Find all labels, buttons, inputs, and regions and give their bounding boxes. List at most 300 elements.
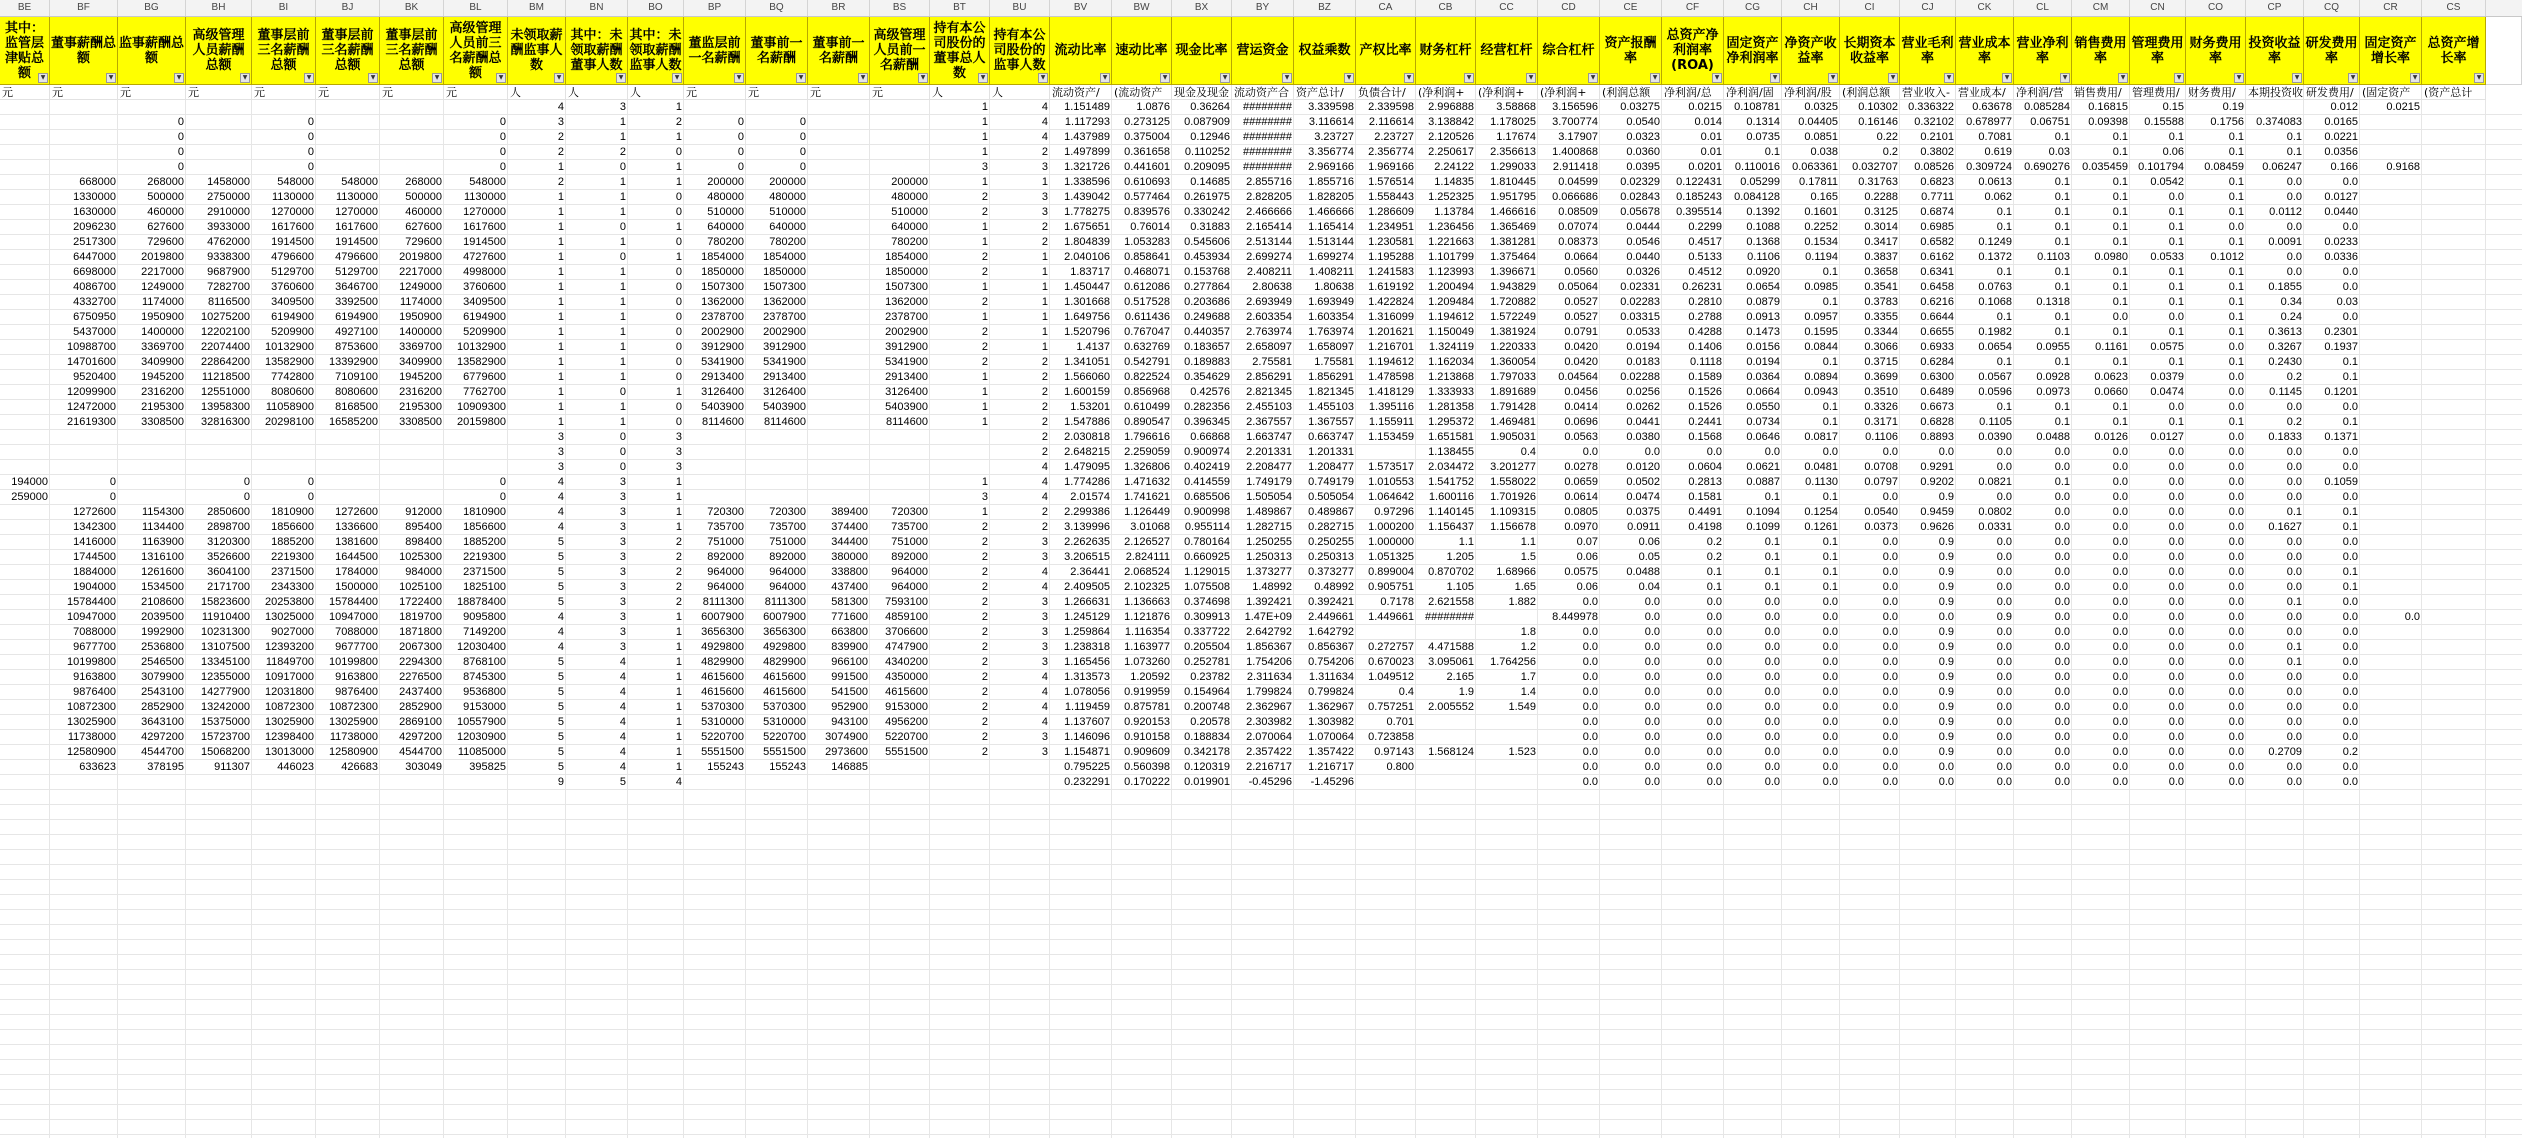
grid-cell[interactable]: 2.102325	[1124, 581, 1170, 593]
grid-cell[interactable]: 2.828205	[1246, 191, 1292, 203]
grid-cell[interactable]: 0.0	[2054, 491, 2070, 503]
grid-cell[interactable]: 0	[243, 476, 250, 488]
grid-cell[interactable]: 0.0	[1882, 731, 1898, 743]
grid-cell[interactable]: 0.0	[2168, 656, 2184, 668]
grid-cell[interactable]: 780200	[707, 236, 744, 248]
grid-cell[interactable]: 0.0	[1764, 671, 1780, 683]
grid-cell[interactable]: 0	[177, 131, 184, 143]
grid-cell[interactable]: 0.0440	[1626, 251, 1660, 263]
grid-cell[interactable]: 1	[1041, 176, 1048, 188]
grid-cell[interactable]: 0.0	[2342, 221, 2358, 233]
grid-cell[interactable]: 0.0	[2286, 566, 2302, 578]
grid-cell[interactable]: 0.0	[1764, 761, 1780, 773]
grid-cell[interactable]: 2.120526	[1428, 131, 1474, 143]
grid-cell[interactable]: 0.0	[1706, 596, 1722, 608]
grid-cell[interactable]: 0.1372	[1978, 251, 2012, 263]
grid-cell[interactable]: 1	[675, 746, 682, 758]
grid-cell[interactable]: 4	[619, 746, 626, 758]
column-letter-bi[interactable]: BI	[252, 0, 316, 16]
grid-cell[interactable]: 0.0	[1706, 641, 1722, 653]
grid-cell[interactable]: 5310000	[763, 716, 806, 728]
grid-cell[interactable]: 0.0	[2054, 716, 2070, 728]
grid-cell[interactable]: 1.0876	[1136, 101, 1170, 113]
grid-cell[interactable]: 0.0	[1582, 671, 1598, 683]
grid-cell[interactable]: 15823600	[201, 596, 250, 608]
grid-cell[interactable]: 0.0	[2112, 461, 2128, 473]
grid-cell[interactable]: 892000	[769, 551, 806, 563]
grid-cell[interactable]: 2	[981, 251, 988, 263]
grid-cell[interactable]: 0.0	[1822, 656, 1838, 668]
grid-cell[interactable]: 0.6828	[1920, 416, 1954, 428]
grid-cell[interactable]: 0.690276	[2024, 161, 2070, 173]
grid-cell[interactable]: 0.517528	[1124, 296, 1170, 308]
grid-cell[interactable]: 2	[981, 206, 988, 218]
grid-cell[interactable]: 0.0	[2112, 641, 2128, 653]
grid-cell[interactable]: 751000	[707, 536, 744, 548]
grid-cell[interactable]: 4727600	[463, 251, 506, 263]
grid-cell[interactable]: 0.0	[1644, 716, 1660, 728]
grid-cell[interactable]: 0.03	[2048, 146, 2070, 158]
grid-cell[interactable]: 3	[619, 521, 626, 533]
grid-cell[interactable]: 1.9	[1458, 686, 1474, 698]
grid-cell[interactable]: 2.030818	[1064, 431, 1110, 443]
grid-cell[interactable]: 964000	[891, 566, 928, 578]
column-header-bf[interactable]	[50, 17, 118, 85]
grid-cell[interactable]: 0.396345	[1184, 416, 1230, 428]
unit-cell[interactable]: 研发费用/	[2304, 85, 2360, 100]
grid-cell[interactable]: 8168500	[335, 401, 378, 413]
grid-cell[interactable]: 0.1088	[1746, 221, 1780, 233]
grid-cell[interactable]: 0.0481	[1804, 461, 1838, 473]
filter-dropdown-icon[interactable]: ▼	[672, 73, 682, 83]
grid-cell[interactable]: 2.126527	[1124, 536, 1170, 548]
grid-cell[interactable]: 0.36264	[1190, 101, 1230, 113]
grid-cell[interactable]: 15784400	[329, 596, 378, 608]
grid-cell[interactable]: 2.005552	[1428, 701, 1474, 713]
grid-cell[interactable]: 10947000	[329, 611, 378, 623]
grid-cell[interactable]: 1.855716	[1308, 176, 1354, 188]
grid-cell[interactable]: 5209900	[271, 326, 314, 338]
grid-cell[interactable]: 0.31883	[1190, 221, 1230, 233]
grid-cell[interactable]: 0.0414	[1564, 401, 1598, 413]
grid-cell[interactable]: 1.201331	[1308, 446, 1354, 458]
grid-cell[interactable]: 5209900	[463, 326, 506, 338]
unit-cell[interactable]: 元	[808, 85, 870, 100]
grid-cell[interactable]: 0.1	[2054, 311, 2070, 323]
grid-cell[interactable]: 0.3171	[1864, 416, 1898, 428]
grid-cell[interactable]: 0.1	[2112, 326, 2128, 338]
grid-cell[interactable]: 0.0	[2168, 491, 2184, 503]
grid-cell[interactable]: 0.374698	[1184, 596, 1230, 608]
grid-cell[interactable]: 3126400	[701, 386, 744, 398]
grid-cell[interactable]: 0.2299	[1688, 221, 1722, 233]
grid-cell[interactable]: 0.1	[2054, 266, 2070, 278]
grid-cell[interactable]: 3604100	[207, 566, 250, 578]
grid-cell[interactable]: 4929800	[763, 641, 806, 653]
grid-cell[interactable]: 1342300	[73, 521, 116, 533]
grid-cell[interactable]: 1272600	[335, 506, 378, 518]
grid-cell[interactable]: 0.0527	[1564, 296, 1598, 308]
grid-cell[interactable]: 0.3613	[2268, 326, 2302, 338]
grid-cell[interactable]: 0.0	[1882, 701, 1898, 713]
grid-cell[interactable]: 640000	[707, 221, 744, 233]
grid-cell[interactable]: 720300	[707, 506, 744, 518]
grid-cell[interactable]: 3	[619, 626, 626, 638]
unit-cell[interactable]: 元	[316, 85, 380, 100]
grid-cell[interactable]: 1.505054	[1246, 491, 1292, 503]
grid-cell[interactable]: 0.0	[2168, 506, 2184, 518]
grid-cell[interactable]: 0.9626	[1920, 521, 1954, 533]
grid-cell[interactable]: 268000	[405, 176, 442, 188]
grid-cell[interactable]: 0.0	[2228, 731, 2244, 743]
grid-cell[interactable]: 0.1	[2054, 356, 2070, 368]
grid-cell[interactable]: 2371500	[463, 566, 506, 578]
column-header-bp[interactable]	[684, 17, 746, 85]
grid-cell[interactable]: 1.259864	[1064, 626, 1110, 638]
unit-cell[interactable]: 元	[444, 85, 508, 100]
grid-cell[interactable]: 0	[177, 146, 184, 158]
grid-cell[interactable]: 3.58868	[1496, 101, 1536, 113]
grid-cell[interactable]: 0.3510	[1864, 386, 1898, 398]
grid-cell[interactable]: 0.2	[1706, 551, 1722, 563]
grid-cell[interactable]: 0.0	[1764, 746, 1780, 758]
grid-cell[interactable]: 0.15588	[2144, 116, 2184, 128]
grid-cell[interactable]: 1.250255	[1246, 536, 1292, 548]
grid-cell[interactable]: 3392500	[335, 296, 378, 308]
grid-cell[interactable]: 0	[177, 116, 184, 128]
grid-cell[interactable]: 0.0575	[1564, 566, 1598, 578]
grid-cell[interactable]: 0.0	[1582, 701, 1598, 713]
grid-cell[interactable]: 0	[675, 281, 682, 293]
grid-cell[interactable]: 0.1	[2228, 311, 2244, 323]
grid-cell[interactable]: 4615600	[763, 686, 806, 698]
grid-cell[interactable]: 0.2813	[1688, 476, 1722, 488]
grid-cell[interactable]: 9876400	[335, 686, 378, 698]
grid-cell[interactable]: 0.0	[2228, 491, 2244, 503]
filter-dropdown-icon[interactable]: ▼	[1944, 73, 1954, 83]
grid-cell[interactable]: 9163800	[335, 671, 378, 683]
grid-cell[interactable]: 1.619192	[1368, 281, 1414, 293]
grid-cell[interactable]: 0.0791	[1564, 326, 1598, 338]
filter-dropdown-icon[interactable]: ▼	[918, 73, 928, 83]
grid-cell[interactable]: 0.0844	[1804, 341, 1838, 353]
grid-cell[interactable]: 0.0395	[1626, 161, 1660, 173]
column-letter-cs[interactable]: CS	[2422, 0, 2486, 16]
grid-cell[interactable]: 0.0	[2112, 686, 2128, 698]
grid-cell[interactable]: 510000	[891, 206, 928, 218]
grid-cell[interactable]: 7762700	[463, 386, 506, 398]
grid-cell[interactable]: 0.0	[2228, 596, 2244, 608]
grid-cell[interactable]: 1856600	[463, 521, 506, 533]
unit-cell[interactable]: 净利润/股	[1782, 85, 1840, 100]
grid-cell[interactable]: 0.1	[1996, 266, 2012, 278]
grid-cell[interactable]: 4	[557, 491, 564, 503]
grid-cell[interactable]: 0.185243	[1676, 191, 1722, 203]
grid-cell[interactable]: 0.1368	[1746, 236, 1780, 248]
grid-cell[interactable]: 0.0	[1882, 761, 1898, 773]
grid-cell[interactable]: 1.572249	[1490, 311, 1536, 323]
grid-cell[interactable]: 2	[1041, 401, 1048, 413]
grid-cell[interactable]: 1	[619, 266, 626, 278]
grid-cell[interactable]: 1	[981, 281, 988, 293]
grid-cell[interactable]: 6194900	[271, 311, 314, 323]
grid-cell[interactable]: 4	[1041, 461, 1048, 473]
grid-cell[interactable]: 0.0	[2168, 716, 2184, 728]
grid-cell[interactable]: 2	[981, 356, 988, 368]
grid-cell[interactable]: 480000	[891, 191, 928, 203]
grid-cell[interactable]: 5403900	[885, 401, 928, 413]
grid-cell[interactable]: 911307	[214, 761, 250, 773]
grid-cell[interactable]: 0.1	[2228, 266, 2244, 278]
grid-cell[interactable]: 1.804839	[1064, 236, 1110, 248]
grid-cell[interactable]: 378195	[147, 761, 184, 773]
grid-cell[interactable]: 5220700	[885, 731, 928, 743]
grid-cell[interactable]: 0.1	[2228, 356, 2244, 368]
grid-cell[interactable]: 0.0	[1996, 686, 2012, 698]
column-header-bh[interactable]	[186, 17, 252, 85]
filter-dropdown-icon[interactable]: ▼	[1650, 73, 1660, 83]
grid-cell[interactable]: 1819700	[399, 611, 442, 623]
grid-cell[interactable]: 0.1068	[1978, 296, 2012, 308]
grid-cell[interactable]: 0.1161	[2095, 341, 2128, 353]
grid-cell[interactable]: 0.66868	[1190, 431, 1230, 443]
grid-cell[interactable]: 0.0	[2342, 311, 2358, 323]
grid-cell[interactable]: 0	[499, 131, 506, 143]
grid-cell[interactable]: 0.0356	[2324, 146, 2358, 158]
grid-cell[interactable]: 1	[557, 296, 564, 308]
grid-cell[interactable]: 0.0	[1938, 761, 1954, 773]
grid-cell[interactable]: 0.0	[2054, 461, 2070, 473]
grid-cell[interactable]: 0.1	[2228, 131, 2244, 143]
grid-cell[interactable]: 1.774286	[1064, 476, 1110, 488]
grid-cell[interactable]: 0.0326	[1626, 266, 1660, 278]
grid-cell[interactable]: 2.303982	[1246, 716, 1292, 728]
grid-cell[interactable]: 0.1314	[1746, 116, 1780, 128]
grid-cell[interactable]: 4544700	[399, 746, 442, 758]
grid-cell[interactable]: 1	[981, 131, 988, 143]
grid-cell[interactable]: 12030400	[457, 641, 506, 653]
grid-cell[interactable]: 0.0985	[1804, 281, 1838, 293]
grid-cell[interactable]: 7088000	[73, 626, 116, 638]
grid-cell[interactable]: 1.763974	[1308, 326, 1354, 338]
grid-cell[interactable]: 1	[981, 416, 988, 428]
grid-cell[interactable]: 0.1	[1822, 491, 1838, 503]
grid-cell[interactable]: 0.6673	[1920, 401, 1954, 413]
grid-cell[interactable]: 0.0	[2228, 581, 2244, 593]
grid-cell[interactable]: 0.0	[2286, 446, 2302, 458]
grid-cell[interactable]: 0.0567	[1978, 371, 2012, 383]
grid-cell[interactable]: 0	[499, 161, 506, 173]
grid-cell[interactable]: 0.250313	[1308, 551, 1354, 563]
grid-cell[interactable]: 0.1145	[2269, 386, 2302, 398]
grid-cell[interactable]: 0.0440	[2324, 206, 2358, 218]
grid-cell[interactable]: 0.0331	[1978, 521, 2012, 533]
grid-cell[interactable]: 0.1	[2054, 401, 2070, 413]
grid-cell[interactable]: 1.129015	[1184, 566, 1230, 578]
column-header-ce[interactable]	[1600, 17, 1662, 85]
grid-cell[interactable]: 1.137607	[1064, 716, 1110, 728]
grid-cell[interactable]: 380000	[831, 551, 868, 563]
grid-cell[interactable]: 0.395514	[1676, 206, 1722, 218]
grid-cell[interactable]: 0.0	[2228, 686, 2244, 698]
grid-cell[interactable]: 437400	[831, 581, 868, 593]
grid-cell[interactable]: 1174000	[141, 296, 184, 308]
grid-cell[interactable]: 1	[1041, 296, 1048, 308]
grid-cell[interactable]: 1	[619, 371, 626, 383]
filter-dropdown-icon[interactable]: ▼	[1404, 73, 1414, 83]
grid-cell[interactable]: 2	[675, 536, 682, 548]
grid-cell[interactable]: 0.6655	[1920, 326, 1954, 338]
grid-cell[interactable]: 510000	[769, 206, 806, 218]
grid-cell[interactable]: 1.422824	[1368, 296, 1414, 308]
grid-cell[interactable]: 0.0	[1764, 446, 1780, 458]
grid-cell[interactable]: 0	[675, 266, 682, 278]
grid-cell[interactable]: 0.0	[2054, 731, 2070, 743]
grid-cell[interactable]: ########	[1243, 146, 1292, 158]
grid-cell[interactable]: 0.032707	[1852, 161, 1898, 173]
grid-cell[interactable]: 0.02329	[1620, 176, 1660, 188]
grid-cell[interactable]: 0.3344	[1864, 326, 1898, 338]
grid-cell[interactable]: 0	[799, 146, 806, 158]
grid-cell[interactable]: 1.764256	[1490, 656, 1536, 668]
grid-cell[interactable]: 0.1	[2168, 221, 2184, 233]
grid-cell[interactable]: 1.778275	[1064, 206, 1110, 218]
column-header-bw[interactable]	[1112, 17, 1172, 85]
grid-cell[interactable]: 0.0	[1706, 626, 1722, 638]
grid-cell[interactable]: 8080600	[271, 386, 314, 398]
grid-cell[interactable]: ########	[1243, 131, 1292, 143]
grid-cell[interactable]: 13025900	[265, 716, 314, 728]
grid-cell[interactable]: 0.0	[1996, 731, 2012, 743]
grid-cell[interactable]: 0.0336	[2324, 251, 2358, 263]
grid-cell[interactable]: 22074400	[201, 341, 250, 353]
grid-cell[interactable]: 0.0957	[1804, 311, 1838, 323]
grid-cell[interactable]: 0.0	[1822, 716, 1838, 728]
grid-cell[interactable]: 0.7711	[1921, 191, 1954, 203]
grid-cell[interactable]: 1	[981, 311, 988, 323]
grid-cell[interactable]: 0.1	[1822, 551, 1838, 563]
grid-cell[interactable]: 3933000	[207, 221, 250, 233]
grid-cell[interactable]: 4	[619, 731, 626, 743]
unit-cell[interactable]: 人	[566, 85, 628, 100]
filter-dropdown-icon[interactable]: ▼	[2292, 73, 2302, 83]
grid-cell[interactable]: 0.1106	[1747, 251, 1780, 263]
grid-cell[interactable]: 155243	[707, 761, 744, 773]
grid-cell[interactable]: 2.24122	[1434, 161, 1474, 173]
grid-cell[interactable]: 3	[619, 581, 626, 593]
grid-cell[interactable]: 10199800	[329, 656, 378, 668]
grid-cell[interactable]: 0.5133	[1688, 251, 1722, 263]
grid-cell[interactable]: 0.0	[2286, 266, 2302, 278]
grid-cell[interactable]: 15375000	[201, 716, 250, 728]
column-header-cr[interactable]	[2360, 17, 2422, 85]
grid-cell[interactable]: 1.891689	[1490, 386, 1536, 398]
filter-dropdown-icon[interactable]: ▼	[2234, 73, 2244, 83]
grid-cell[interactable]: 11910400	[201, 611, 250, 623]
grid-cell[interactable]: 12580900	[329, 746, 378, 758]
column-header-ch[interactable]	[1782, 17, 1840, 85]
grid-cell[interactable]: 0.062	[1984, 191, 2012, 203]
column-letter-bq[interactable]: BQ	[746, 0, 808, 16]
grid-cell[interactable]: 1.4	[1520, 686, 1536, 698]
grid-cell[interactable]: 0.0	[2228, 371, 2244, 383]
grid-cell[interactable]: 2343300	[271, 581, 314, 593]
grid-cell[interactable]: 2.208477	[1246, 461, 1292, 473]
column-header-bn[interactable]	[566, 17, 628, 85]
grid-cell[interactable]: 1.053283	[1124, 236, 1170, 248]
grid-cell[interactable]: 5	[557, 656, 564, 668]
grid-cell[interactable]: 4	[619, 656, 626, 668]
grid-cell[interactable]: 1025300	[399, 551, 442, 563]
grid-cell[interactable]: 0.1	[2286, 131, 2302, 143]
grid-cell[interactable]: 13013000	[265, 746, 314, 758]
grid-cell[interactable]: 1.83717	[1070, 266, 1110, 278]
grid-cell[interactable]: 0.0	[1644, 776, 1660, 788]
grid-cell[interactable]: 2.250617	[1428, 146, 1474, 158]
grid-cell[interactable]: 1.658097	[1308, 341, 1354, 353]
grid-cell[interactable]: 1.162034	[1428, 356, 1474, 368]
column-header-bj[interactable]	[316, 17, 380, 85]
grid-cell[interactable]: 0.035459	[2082, 161, 2128, 173]
grid-cell[interactable]: 0.0278	[1564, 461, 1598, 473]
grid-cell[interactable]: 14277900	[201, 686, 250, 698]
grid-cell[interactable]: 0.9168	[2386, 161, 2420, 173]
grid-cell[interactable]: 10231300	[201, 626, 250, 638]
grid-cell[interactable]: 3760600	[463, 281, 506, 293]
grid-cell[interactable]: 0.375004	[1124, 131, 1170, 143]
grid-cell[interactable]: 0.0	[2228, 656, 2244, 668]
grid-cell[interactable]: 0	[307, 491, 314, 503]
grid-cell[interactable]: 0.2301	[2324, 326, 2358, 338]
grid-cell[interactable]: 2	[981, 686, 988, 698]
grid-cell[interactable]: 3	[675, 461, 682, 473]
grid-cell[interactable]: 4	[557, 521, 564, 533]
column-letter-cf[interactable]: CF	[1662, 0, 1724, 16]
grid-cell[interactable]: 12580900	[67, 746, 116, 758]
grid-cell[interactable]: 0.189883	[1184, 356, 1230, 368]
grid-cell[interactable]: 0.0	[1996, 701, 2012, 713]
grid-cell[interactable]: 1	[981, 386, 988, 398]
grid-cell[interactable]: 0.1	[2054, 326, 2070, 338]
filter-dropdown-icon[interactable]: ▼	[1282, 73, 1292, 83]
grid-cell[interactable]: 1	[557, 191, 564, 203]
grid-cell[interactable]: 1.466616	[1490, 206, 1536, 218]
grid-cell[interactable]: 0.1	[1764, 536, 1780, 548]
grid-cell[interactable]: 1.234951	[1368, 221, 1414, 233]
grid-cell[interactable]: 912000	[405, 506, 442, 518]
grid-cell[interactable]: 1784000	[335, 566, 378, 578]
grid-cell[interactable]: 0.16146	[1858, 116, 1898, 128]
grid-cell[interactable]: 0.9	[1938, 716, 1954, 728]
grid-cell[interactable]: 8116500	[207, 296, 250, 308]
grid-cell[interactable]: 1.333933	[1428, 386, 1474, 398]
grid-cell[interactable]: 0.9291	[1920, 461, 1954, 473]
grid-cell[interactable]: 8080600	[335, 386, 378, 398]
grid-cell[interactable]: 0.0	[1996, 491, 2012, 503]
grid-cell[interactable]: 1.073260	[1124, 656, 1170, 668]
grid-cell[interactable]: 3646700	[335, 281, 378, 293]
grid-cell[interactable]: 1.573517	[1368, 461, 1414, 473]
grid-cell[interactable]: 0.0	[1582, 686, 1598, 698]
grid-cell[interactable]: 0.663747	[1308, 431, 1354, 443]
grid-cell[interactable]: 1.205	[1446, 551, 1474, 563]
grid-cell[interactable]: 0.0	[1582, 746, 1598, 758]
grid-cell[interactable]: 8768100	[463, 656, 506, 668]
grid-cell[interactable]: 1.326806	[1124, 461, 1170, 473]
grid-cell[interactable]: 0	[109, 491, 116, 503]
grid-cell[interactable]: 3.339598	[1308, 101, 1354, 113]
grid-cell[interactable]: 10947000	[67, 611, 116, 623]
